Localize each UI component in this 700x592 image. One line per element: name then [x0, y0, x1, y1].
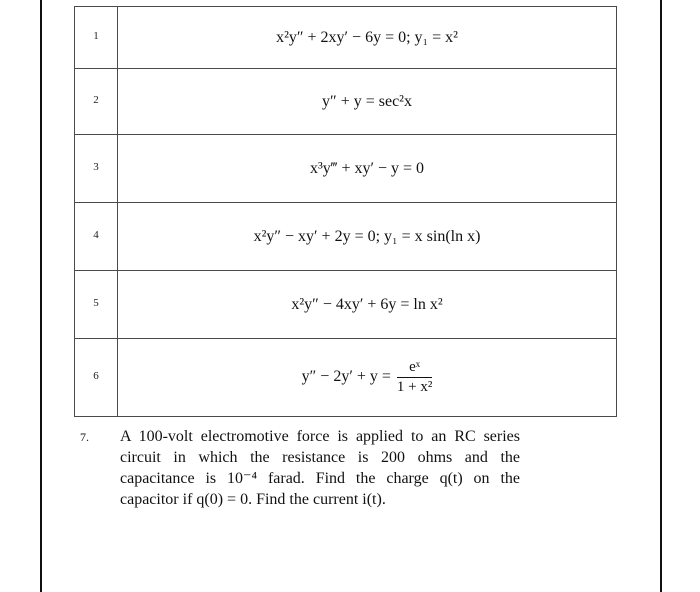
table-row [75, 203, 617, 271]
problem-number: 3 [75, 135, 118, 203]
fraction-numerator: eˣ [397, 359, 432, 378]
problem-number: 4 [75, 203, 118, 271]
problem-number: 6 [75, 339, 118, 417]
problem-equation [118, 339, 617, 417]
problem-equation: x²y″ − xy′ + 2y = 0; y₁ = x sin(ln x) [118, 203, 617, 271]
fraction-denominator: 1 + x² [396, 379, 433, 395]
fraction [397, 359, 432, 396]
table-row [75, 7, 617, 69]
problem-7-text: A 100-volt electromotive force is applied to an RC series circuit in which the resistance is 200 ohms and the capacitance is 10⁻⁴ farad. Find the charge q(t) on the capacitor if q(0) = 0. Find the current i(t). [120, 428, 520, 508]
problem-number: 2 [75, 69, 118, 135]
table-row [75, 69, 617, 135]
problem-equation: y″ + y = sec²x [118, 69, 617, 135]
problem-equation: x²y″ − 4xy′ + 6y = ln x² [118, 271, 617, 339]
table-row [75, 271, 617, 339]
problem-number: 5 [75, 271, 118, 339]
right-page-edge [660, 0, 700, 592]
problem-equation: x³y‴ + xy′ − y = 0 [118, 135, 617, 203]
left-page-edge [0, 0, 42, 592]
table-row [75, 339, 617, 417]
problem-number: 1 [75, 7, 118, 69]
table-row [75, 135, 617, 203]
problems-table [74, 6, 617, 417]
problem-equation: x²y″ + 2xy′ − 6y = 0; y₁ = x² [118, 7, 617, 69]
equation-lhs: y″ − 2y′ + y = [301, 368, 391, 386]
problem-7-number: 7. [80, 430, 89, 444]
